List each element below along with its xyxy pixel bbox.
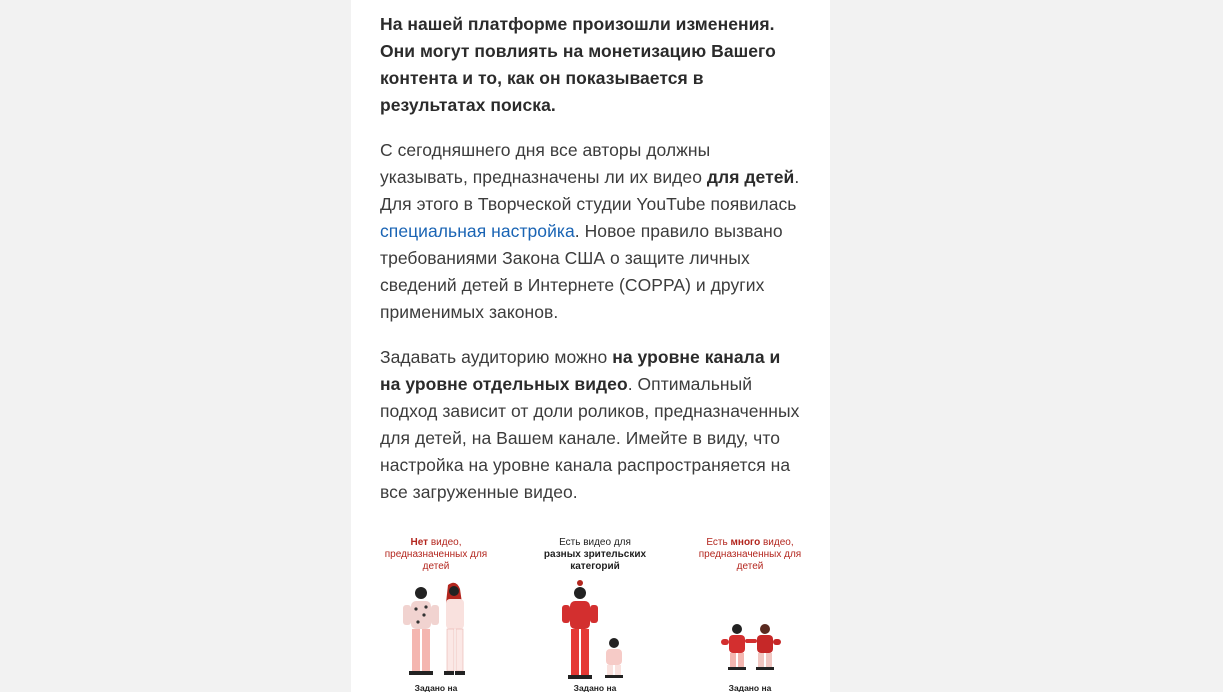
column-caption [371, 537, 501, 573]
column-footer: Задано на [728, 683, 772, 692]
caption-bold: Нет [410, 537, 429, 548]
caption-bold: разных зрительских категорий [543, 549, 647, 572]
bold-channel-and-video-level: на уровне канала и на уровне отдельных видео [380, 347, 781, 394]
special-setting-link[interactable]: специальная настройка [380, 221, 575, 241]
email-content-panel [351, 0, 830, 692]
bold-for-kids: для детей [706, 167, 795, 187]
illustration-column-no-kids [371, 530, 501, 692]
illustration-column-mixed [530, 530, 660, 692]
lead-paragraph: На нашей платформе произошли изменения. Они могут повлиять на монетизацию Вашего контента и то, как он показывается в результатах поиска. [380, 14, 776, 115]
caption-text: Есть [706, 537, 731, 548]
caption-bold: много [730, 537, 761, 548]
two-children-figure-icon [705, 579, 795, 689]
text-span: . Для этого в Творческой студии YouTube появилась [380, 167, 800, 214]
column-caption [530, 537, 660, 573]
text-span: Задавать аудиторию можно [380, 347, 613, 367]
two-adults-figure-icon [391, 579, 481, 683]
text-span: . Оптимальный подход зависит от доли роликов, предназначенных для детей, на Вашем канале. Имейте в виду, что настройка на уровне канала распространяется на все загруженные видео. [380, 374, 800, 502]
caption-text: видео, предназначенных для детей [698, 537, 802, 572]
column-caption [685, 537, 815, 573]
column-footer: Задано на [573, 683, 617, 692]
paragraph-audience [380, 344, 800, 506]
caption-text: Есть видео для [559, 537, 631, 548]
paragraph-requirements [380, 137, 800, 326]
text-span: С сегодняшнего дня все авторы должны указывать, предназначены ли их видео [380, 140, 711, 187]
article-body [380, 11, 800, 524]
text-span: . Новое правило вызвано требованиями Закона США о защите личных сведений детей в Интернете (COPPA) и других применимых законов. [380, 221, 783, 322]
audience-illustration [351, 530, 830, 692]
caption-text: видео, предназначенных для детей [384, 537, 488, 572]
illustration-column-many-kids [685, 530, 815, 692]
adult-and-child-figure-icon [550, 579, 640, 689]
column-footer: Задано на [414, 683, 458, 692]
